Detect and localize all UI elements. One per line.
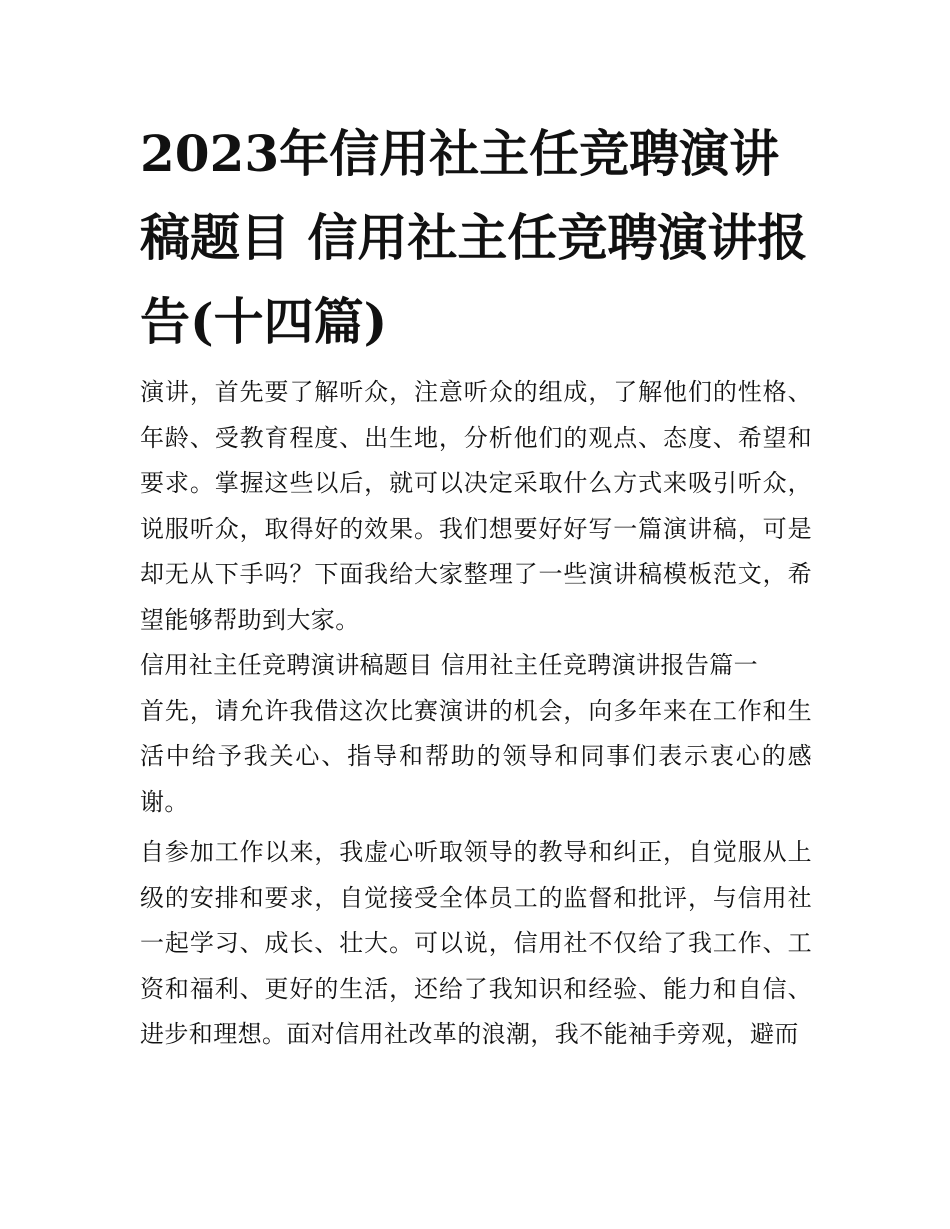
section-heading: 信用社主任竞聘演讲稿题目 信用社主任竞聘演讲报告篇一	[140, 651, 759, 679]
document-page	[140, 112, 812, 1058]
body-paragraph-2: 自参加工作以来，我虚心听取领导的教导和纠正，自觉服从上级的安排和要求，自觉接受全体员工的监督和批评，与信用社一起学习、成长、壮大。可以说，信用社不仅给了我工作、工资和福利、更好的生活，还给了我知识和经验、能力和自信、进步和理想。面对信用社改革的浪潮，我不能袖手旁观，避而	[140, 838, 812, 1048]
body-paragraph-1: 首先，请允许我借这次比赛演讲的机会，向多年来在工作和生活中给予我关心、指导和帮助的领导和同事们表示衷心的感谢。	[140, 696, 812, 816]
intro-paragraph: 演讲，首先要了解听众，注意听众的组成，了解他们的性格、年龄、受教育程度、出生地，分析他们的观点、态度、希望和要求。掌握这些以后，就可以决定采取什么方式来吸引听众，说服听众，取得好的效果。我们想要好好写一篇演讲稿，可是却无从下手吗？下面我给大家整理了一些演讲稿模板范文，希望能够帮助到大家。	[140, 378, 812, 634]
document-title: 2023年信用社主任竞聘演讲稿题目 信用社主任竞聘演讲报告(十四篇)	[140, 124, 808, 351]
